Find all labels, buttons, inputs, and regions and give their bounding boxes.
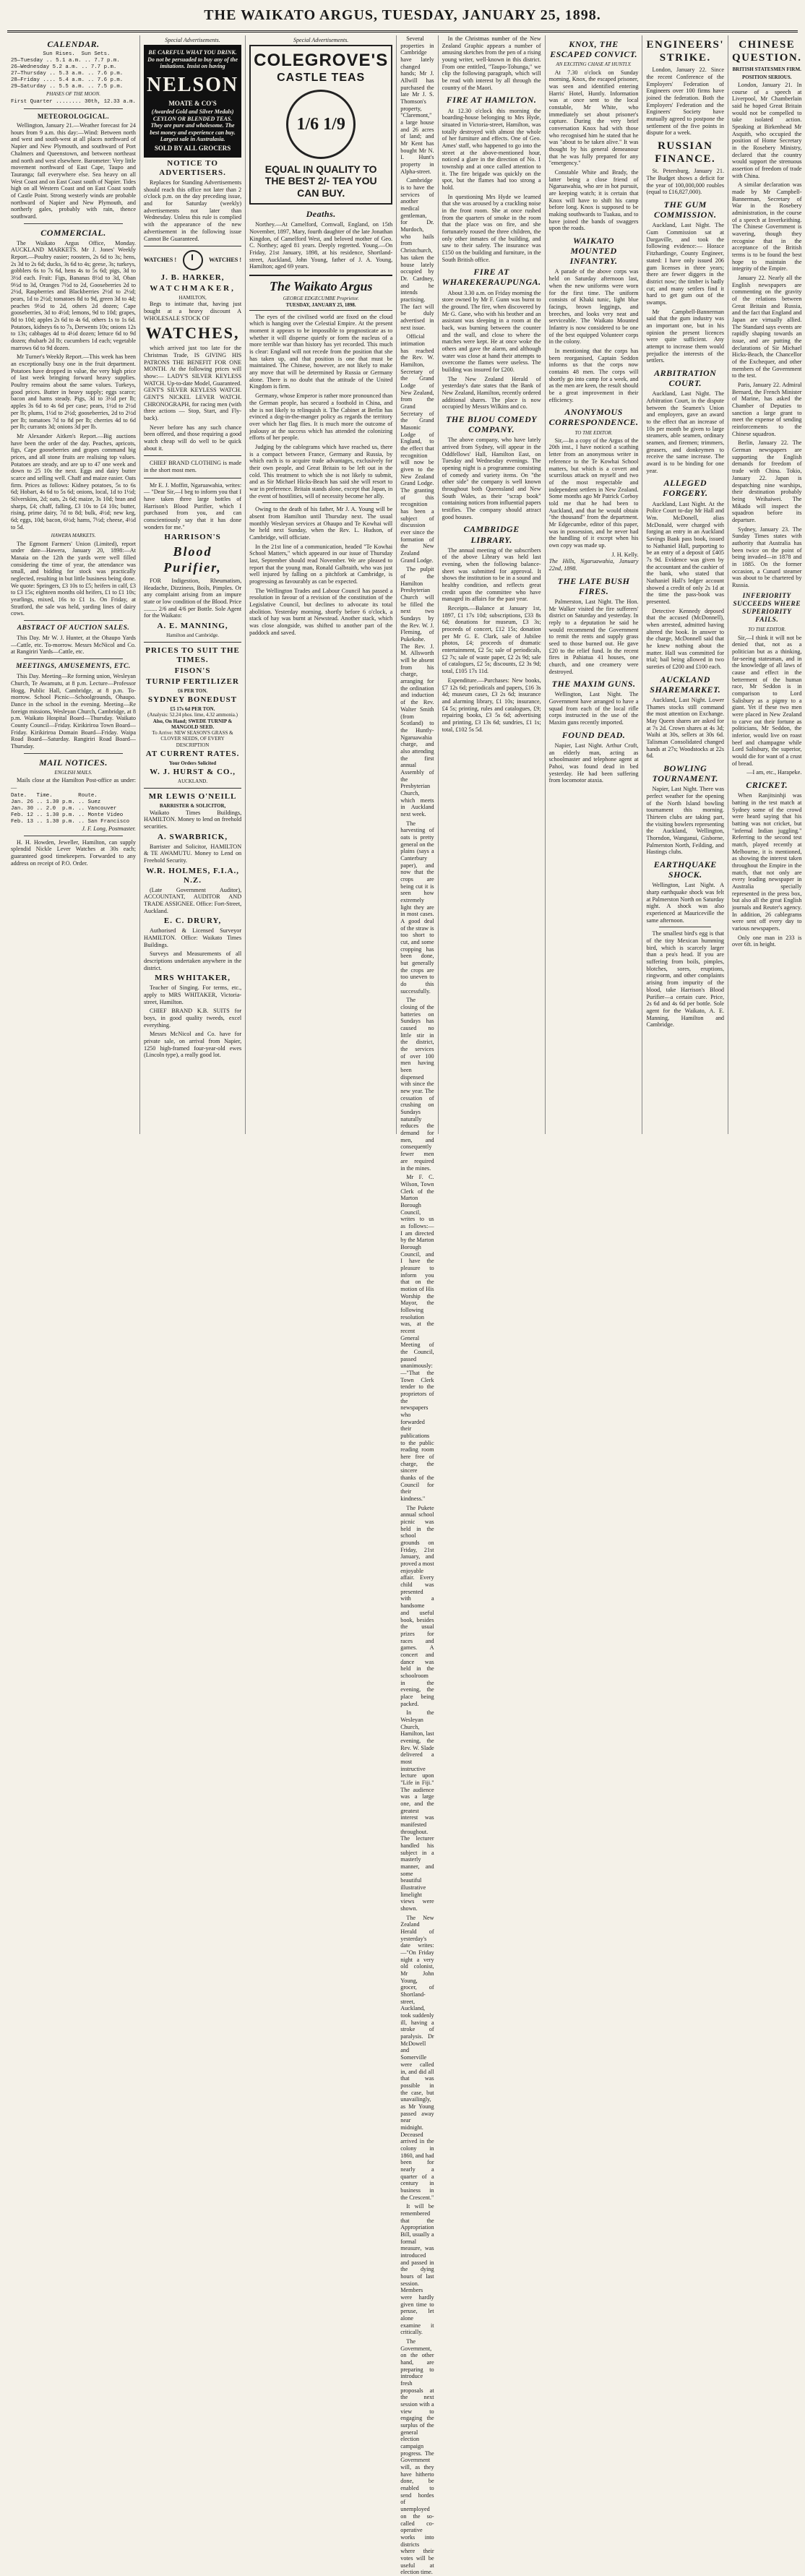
gum-text: Auckland, Last Night. The Gum Commission sat at Dargaville, and took the following evidence:— Horace Fitzhardinge, County Engineer, stated: I have only issued 206 gum licenses in three years; there are fewer diggers in the district now; the timber is badly cut; and many settlers find it hard to get gum out of the swamps. bbox=[646, 222, 725, 306]
swarbrick-text: Barrister and Solicitor, HAMILTON & TE AWAMUTU. Money to Lend on Freehold Security. bbox=[143, 843, 242, 864]
meteorological-heading: METEOROLOGICAL. bbox=[37, 112, 110, 120]
auction-text: This Day. Mr W. J. Hunter, at the Ohaupo Yards—Cattle, etc. To-morrow. Messrs McNicol and Co. at Rangiriri Yards—Cattle, etc. bbox=[11, 635, 136, 656]
harker-text: Begs to intimate that, having just bought at a heavy discount A WHOLESALE STOCK OF bbox=[143, 301, 242, 322]
swarbrick-name: A. SWARBRICK, bbox=[158, 832, 228, 841]
current-rates: AT CURRENT RATES. bbox=[145, 749, 240, 758]
harker-town: HAMILTON, bbox=[178, 295, 207, 301]
calendar-table: Sun Rises. Sun Sets. 25—Tuesday .. 5.1 a.m. .. 7.7 p.m. 26—Wednesday 5.2 a.m. .. 7.7 p.m. 27—Thursday .. 5.3 a.m. .. 7.6 p.m. 28—Friday .... 5.4 a.m. .. 7.6 p.m. 29—Saturday .. 5.5 a.m. .. 7.5 p.m. bbox=[11, 51, 124, 90]
cambridge-library-text: The annual meeting of the subscribers of the above Library was held last evening, when the following balance-sheet was submitted for approval. It shows the institution to be in a sound and healthy condition, and reflects great credit upon the committee who have managed its affairs for the past year. bbox=[442, 546, 541, 603]
fire-wharekeraupunga-heading: FIRE AT WHAREKERAUPUNGA. bbox=[442, 267, 541, 288]
china-text-5: Berlin, January 22. The German newspapers are supporting the English demands for freedom of trade with China. Tokio, January 22. Japan is despatching nine warships, their destination probably being Weihaiwei. The Mikado will inspect the squadron before its departure. bbox=[732, 439, 802, 523]
leader-5: In the 21st line of a communication, headed "Te Kowhai School Matters," which appeared in our issue of Thursday last, September should read November. We are pleased to report that the young man, Ronald Galbraith, who was just well injured by falling on a pitchfork at Cambridge, is progressing as favourably as can be expected. bbox=[249, 543, 393, 585]
news-para-1: Several properties in Cambridge have lately changed hands; Mr J. Allwill has purchased the late Mr J. S. Thomson's property, "Claremont," a large house and 26 acres of land; and Mr Kent has bought Mr N. I. Hunt's property in Alpha-street. bbox=[400, 35, 434, 175]
fison-subheading: TURNIP FERTILIZER bbox=[146, 677, 239, 687]
sharemarket-heading: AUCKLAND SHAREMARKET. bbox=[650, 674, 721, 695]
harrison-text: FOR Indigestion, Rheumatism, Headache, Dizziness, Boils, Pimples. Or any complaint arising from an impure state or low condition of the Blood. Price ......... 2/6 and 4/6 per Bottle. Sole Agent for the Waikato: bbox=[143, 577, 242, 619]
holmes-text: (Late Government Auditor), ACCOUNTANT, AUDITOR AND TRADE ASSIGNEE. Office: Fort-Street, Auckland. bbox=[143, 886, 242, 914]
colegrove-sub: CASTLE TEAS bbox=[277, 71, 366, 84]
news-para-7: Mr F. C. Wilson, Town Clerk of the Marton Borough Council, writes to us as follows:—I am directed by the Marton Borough Council, and I have the pleasure to inform you that on the motion of His Worship the Mayor, the following resolution was, at the recent General Meeting of the Council, passed unanimously:—"That the Town Clerk tender to the proprietors of the newspapers who forwarded their publications to the public reading room here free of charge, the sincere thanks of the Council for their kindness." bbox=[400, 1174, 434, 1503]
drury-text: Authorised & Licensed Surveyor HAMILTON. Office: Waikato Times Buildings. bbox=[143, 927, 242, 948]
oneill-text: Waikato Times Buildings, HAMILTON. Money to lend on freehold securities. bbox=[143, 809, 242, 830]
harker-name: J. B. HARKER, bbox=[160, 273, 225, 283]
maxim-text: Wellington, Last Night. The Government have arranged to have a squad from each of the local rifle corps instructed in the use of the Maxim guns recently imported. bbox=[548, 691, 639, 726]
harrison-product: Blood Purifier, bbox=[163, 544, 222, 575]
commercial-text-3: Mr Alexander Aitken's Report.—Big auctions have been the order of the day. Peaches, apricots, figs, Cape gooseberries and grapes command big prices, and all stone fruits are realising top values. Potatoes are steady, and are up to 47 one week and down to 25 10s the next. Eggs and dairy butter scarce and selling well. Chaff and maize easier. Oats firm. Prices as follows: Kidney potatoes, 5s to 6s 6d; Hobart, 4s 6d to 5s 6d; onions, local, 1d to 1½d; Silverskins, 2d; oats, 2s 6d; maize, 3s 10d; bran and sharps, £4; chaff, falling, £3 10s to £4 10s; butter, rising, prime dairy, 7d to 8d; bulk, 4½d; new keg, 6d; eggs, 10d; bacon, 6½d; hams, 7½d; cheese, 4½d to 5d. bbox=[11, 432, 136, 531]
bijou-heading: THE BIJOU COMEDY COMPANY. bbox=[446, 414, 538, 435]
harker-text-2: which arrived just too late for the Christmas Trade, IS GIVING HIS PATRONS THE BENEFIT FOR ONE MONTH. At the following prices will show:— LADY'S SILVER KEYLESS WATCH. Up-to-date Model, Guaranteed. GENT'S SILVER KEYLESS WATCH. GENT'S NICKEL LEVER WATCH. CHRONOGRAPH, for racing men (with three actions — Stop, Start, and Fly-back). bbox=[143, 345, 242, 422]
nelson-bottom: SOLD BY ALL GROCERS bbox=[154, 144, 231, 152]
forgery-text: Auckland, Last Night. At the Police Court to-day Mr Hall and Wm. McDonell, alias McDonald, were charged with forging an entry in an Auckland Savings Bank pass book, issued to Nathaniel Hall, purporting to be an entry of a deposit of £405 7s 9d. Evidence was given by the accountant and the cashier of the bank, who stated that Nathaniel Hall's ledger account showed a credit of only 2s 1d at the time the pass-book was presented. bbox=[646, 500, 725, 605]
orders-solicited: Your Orders Solicited bbox=[168, 760, 217, 766]
inferiority-signature: —I am, etc., Harapeke. bbox=[746, 769, 802, 776]
hurst-location: AUCKLAND. bbox=[178, 778, 208, 785]
bush-fires-text: Palmerston, Last Night. The Hon. Mr Walker visited the fire sufferers' district on Saturday and yesterday. In reply to a deputation he said he would recommend the Government to remit the rents and supply grass seed to those burned out. He gave £20 to the relief fund. In the recent fires in Pahiatua 41 houses, one church, and one creamery were destroyed. bbox=[548, 598, 639, 675]
cambridge-library-expenditure: Expenditure.—Purchases: New books, £7 12s 6d; periodicals and papers, £16 3s 4d; museum cases, £3 2s 6d; insurance and alarming library, £1 10s; insurance, £4 5s; printing, rules and catalogues, £9; repairing books, £3 5s 6d; advertising and printing, £3 13s 6d; sundries, £1 1s; total, £102 5s 5d. bbox=[442, 677, 541, 733]
inferiority-text: Sir,—I think it will not be denied that, not as a politician but as a thinking, far-seeing statesman, and in the knowledge of all laws of cause and effect in the betterment of the human race, Mr Seddon is in comparison to Lord Salisbury as a pigmy to a giant. Yet if these two men were placed in New Zealand to carve out their fortune as politicians, Mr Seddon, the inferior, would live on roast beef and champagne while Lord Salisbury, the superior, would die for want of a crust of bread. bbox=[732, 634, 802, 767]
mounted-infantry-heading: WAIKATO MOUNTED INFANTRY. bbox=[569, 236, 618, 267]
news-para-5: The harvesting of oats is pretty general on the plains (says a Canterbury paper), and now that the crops are being cut it is seen how extremely light they are in most cases. A good deal of the straw is too short to cut, and some cropping has been done, but generally the crops are too uneven to do this successfully. bbox=[400, 820, 434, 995]
fire-hamilton-heading: FIRE AT HAMILTON. bbox=[446, 95, 537, 106]
china-subheading-2: POSITION SERIOUS. bbox=[742, 74, 792, 80]
china-text-4: Paris, January 22. Admiral Bernard, the French Minister of Marine, has asked the Chamber of Deputies to sanction a large grant to meet the expense of sending reinforcements to the Chinese squadron. bbox=[732, 382, 802, 437]
news-para-2: Cambridge is to have the services of another medical gentleman, for Dr. Murdoch, who hails from Christchurch, has taken the house lately occupied by Dr. Cardney, and he intends practising. The fact will be duly advertised in next issue. bbox=[400, 177, 434, 331]
oneill-title: BARRISTER & SOLICITOR, bbox=[159, 803, 226, 810]
commercial-text: The Waikato Argus Office, Monday. AUCKLAND MARKETS. Mr J. Jones' Weekly Report.—Poultry easier; roosters, 2s 6d to 3s; hens, 2s 3d to 2s 6d; ducks, 3s 6d to 4s; geese, 3s; turkeys, gobblers 6s to 7s 6d, hens 4s to 5s 6d; pigs, 3d to 3½d each. Fruit: Figs, Bananas 8½d to 3d, Oban 9½d to 3d, Oranges 7½d to 2d, Gooseberries 2d to 2½d, Raspberries and Blackberries 2½d to 2½d; pears, 1d to 2½d; tomatoes 8d to 9d, green 3d to 4d; peaches 9½d to 2d, others 2d dozen; Cape gooseberries, 3d to 4½d; lemons, 9d to 10d; grapes, 8d to 10d; apples 2s 6d to 4s 6d, others 1s to 1s 6d. Potatoes, kidneys 6s to 7s, Derwents 10s; onions 12s to 13s; cabbages 4d to 4½d dozen; lettuce 6d to 9d dozen; rhubarb 2d lb; cucumbers 1d each; vegetable marrows 6d to 9d dozen. bbox=[11, 239, 136, 351]
bowling-heading: BOWLING TOURNAMENT. bbox=[652, 763, 718, 784]
chief-brand-suits: CHIEF BRAND K.B. SUITS for boys, in good quality tweeds, excel everything. bbox=[143, 1008, 242, 1029]
on-hand: Also, On Hand; SWEDE TURNIP & MANGOLD SEED. bbox=[152, 718, 233, 730]
moon-row: First Quarter ........ 30th, 12.33 a.m. bbox=[11, 98, 136, 105]
column-1 bbox=[7, 35, 140, 1134]
strike-heading: ENGINEERS' STRIKE. bbox=[646, 39, 725, 64]
holmes-name: W.R. HOLMES, F.I.A., N.Z. bbox=[146, 866, 240, 885]
masthead: THE WAIKATO ARGUS, TUESDAY, JANUARY 25, 1898. bbox=[7, 4, 798, 33]
mounted-infantry-text-2: In mentioning that the corps has been reorganised, Captain Seddon informs us that the corps now contains 48 men. The corps will shortly go into camp for a week, and as the men are keen, the result should be a great improvement in their efficiency. bbox=[548, 347, 639, 403]
drury-note: Surveys and Measurements of all descriptions undertaken anywhere in the district. bbox=[143, 950, 242, 971]
colegrove-ad bbox=[249, 45, 392, 205]
mail-subheading: ENGLISH MAILS. bbox=[54, 769, 92, 776]
found-dead-heading: FOUND DEAD. bbox=[561, 729, 626, 740]
mail-table: Date. Time. Route. Jan. 26 .. 1.30 p.m. .. Suez Jan. 30 .. 2.0 p.m. .. Vancouver Feb. 12 .. 1.30 p.m. .. Monte Video Feb. 13 .. 1.30 p.m. .. San Francisco bbox=[11, 793, 130, 825]
special-ads-header-2: Special Advertisements. bbox=[293, 37, 349, 43]
meteorological-text: Wellington, January 21.—Weather forecast for 24 hours from 9 a.m. this day:—Wind: Between north and west and south-west at all places northward of Napier and New Plymouth, and southward of Port Chalmers and Queenstown, and between northeast and north and west elsewhere. Barometer: Very little movement northward of East Cape, Taupo and Tauranga; fall everywhere else. Sea heavy on all West Coast and on East Coast south of Napier. Tides high on all Western Coast and on East Coast south of Castle Point. Strong westerly winds are probable northward of Napier and New Plymouth, and northerly gales, probably with rain, thence southward. bbox=[11, 122, 136, 220]
cricket-heading: CRICKET. bbox=[746, 780, 788, 791]
paper-date: TUESDAY, JANUARY 25, 1898. bbox=[249, 302, 392, 311]
arbitration-text: Auckland, Last Night. The Arbitration Court, in the dispute between the Seamen's Union and employers, gave an award to the effect that an increase of 10s per month be given to large steamers, able seamen, ordinary seamen, and firemen; trimmers, greasers, and donkeymen to receive the same increase. The award is to be binding for one year. bbox=[646, 390, 725, 474]
news-para-9: In the Wesleyan Church, Hamilton, last evening, the Rev. W. Slade delivered a most instructive lecture upon "Life in Fiji." The audience was a large one, and the greatest interest was manifested throughout. The lecturer handled his subject in a masterly manner, and some beautiful illustrative limelight views were shown. bbox=[400, 1709, 434, 1912]
anonymous-date: The Hills, Ngaruawahia, January 22nd, 1898. bbox=[548, 558, 639, 572]
found-dead-text: Napier, Last Night. Arthur Croft, an elderly man, acting as schoolmaster and telephone agent at Pahoi, was found dead in bed yesterday. He had been suffering from locomotor ataxia. bbox=[548, 742, 639, 784]
anonymous-subheading: TO THE EDITOR. bbox=[574, 429, 613, 436]
to-arrive: To Arrive: NEW SEASON'S GRASS & CLOVER SEEDS, OF EVERY DESCRIPTION bbox=[152, 730, 233, 748]
china-subheading: BRITISH STATESMEN FIRM. bbox=[732, 66, 801, 73]
watch-icon bbox=[183, 250, 203, 270]
fire-hamilton-text-2: In questioning Mrs Hyde we learned that she was aroused by a crackling noise in the front room. She at once rushed from the quarters of smoke in the room that the place was on fire, and she fortunately roused the three children, the only other inmates of the building, and saw to their safety. The insurance was £150 on the building and furniture, in the South British office. bbox=[442, 193, 541, 263]
sharemarket-text: Auckland, Last Night. Lower Thames stocks still command the most attention on Exchange. May Queen shares are asked for at 7s 2d. Crown shares at 4s 3d; Waihi at 30s, sellers at 30s 6d. Talisman Consolidated changed hands at 27s; Woodstocks at 22s 6d. bbox=[646, 697, 725, 760]
height-fact: Only one man in 233 is over 6ft. in height. bbox=[732, 934, 802, 948]
mounted-infantry-text: A parade of the above corps was held on Saturday afternoon last, when the new uniforms were worn for the first time. The uniform consists of Khaki tunic, light blue facings, brown leggings, and breeches, and looks very neat and serviceable. The Waikato Mounted Infantry is now considered to be one of the best equipped Volunteer corps in the colony. bbox=[548, 268, 639, 345]
harker-trade: WATCHMAKER, bbox=[150, 284, 236, 293]
moffitt-testimonial: Mr E. J. Moffitt, Ngaruawahia, writes:— "Dear Sir,—I beg to inform you that I have taken three large bottles of Harrison's Blood Purifier, which I purchased from you, and can conscientiously say that it has done wonders for me." bbox=[143, 481, 242, 531]
knox-text: At 7.30 o'clock on Sunday morning, Knox, the escaped prisoner, was seen and identified entering Harris' Hotel, Huntly. Information was at once sent to the local constable, Mr White, who immediately set about prisoner's capture. During the very brief conversation Knox had with those who recognised him he stated that he was "about to be taken alive." It was thought by his general demeanour that he was fully prepared for any "emergency." bbox=[548, 69, 639, 167]
fison-price: £6 PER TON. bbox=[177, 688, 208, 695]
mail-heading: MAIL NOTICES. bbox=[39, 757, 108, 768]
harker-note: Never before has any such chance been offered, and those requiring a good watch cheap will do well to be quick about it. bbox=[143, 424, 242, 452]
nelson-tagline: (Awarded Gold and Silver Medals) CEYLON OR BLENDED TEAS. They are pure and wholesome. The best money and experience can buy. Largest sale in Australasia. bbox=[150, 108, 236, 143]
notice-text: Replaces for Standing Advertisements should reach this office not later than 2 o'clock p.m. on the day preceding issue, and for Saturday (weekly) advertisements not later than Wednesday. Unless this rule is complied with the appearance of the new advertisement in the following issue Cannot Be Guaranteed. bbox=[143, 179, 242, 242]
hawera-heading: HAWERA MARKETS. bbox=[51, 533, 96, 539]
news-para-11: It will be remembered that the Appropriation Bill, usually a formal measure, was introduced and passed in the dying hours of last session. Members were hardly given time to peruse, let alone examine it critically. bbox=[400, 2203, 434, 2336]
news-para-12: The Government, on the other hand, are preparing to introduce fresh proposals at the next session with a view to engaging the surplus of the general election campaign progress. The Government will, as they have hitherto done, be enabled to send hordes of unemployed on the so-called co-operative works into districts where their votes will be useful at election time. bbox=[400, 2338, 434, 2576]
anonymous-heading: ANONYMOUS CORRESPONDENCE. bbox=[548, 407, 639, 428]
news-para-10: The New Zealand Herald of yesterday's date writes:—"On Friday night a very old colonist, Mr John Young, grocer, of Shortland-street, Auckland, took suddenly ill, having a stroke of paralysis. Dr McDowell and Somerville were called in, and did all that was possible in the case, but unavailingly, as Mr Young passed away near midnight. Deceased arrived in the colony in 1860, and had been for nearly a quarter of a century in business in the Crescent." bbox=[400, 1914, 434, 2201]
cricket-text: When Ranjitsinhji was batting in the test match at Sydney some of the crowd were heard saying that his batting was not cricket, but "infernal Indian juggling." Referring to the second test match, played recently at Melbourne, it is mentioned, as showing the interest taken throughout the Empire in the match, that not only are every leading newspaper in Australia specially represented in the press box, but also all the great English journals and Reuter's agency. In addition, 26 cablegrams were sent off every day to various newspapers. bbox=[732, 792, 802, 932]
whitaker-name: MRS WHITAKER, bbox=[155, 974, 231, 983]
china-heading: CHINESE QUESTION. bbox=[732, 39, 802, 64]
paper-title: The Waikato Argus bbox=[249, 275, 392, 294]
watches-heading: WATCHES, bbox=[145, 324, 240, 343]
deaths-heading: Deaths. bbox=[306, 209, 336, 220]
column-6 bbox=[546, 35, 643, 1134]
special-ads-header: Special Advertisements. bbox=[165, 37, 220, 43]
leader-1: The eyes of the civilised world are fixed on the cloud which is hanging over the Celestial Empire. At the present moment it appears to be impossible to prognosticate as to whether it will disperse quietly or form the nucleus of a more terrible war than history has yet recorded. This much is clear: England will not recede from the position that she has taken up, and that position is one that must be maintained. The Chinese, however, are not likely to make any move that will be determined by Russia or Germany alone. There is no doubt that the attitude of the United Kingdom is firm. bbox=[249, 313, 393, 390]
forgery-heading: ALLEGED FORGERY. bbox=[662, 478, 708, 499]
sydney-price: £5 17s 6d PER TON. bbox=[170, 706, 215, 713]
nelson-brand-sub: MOATE & CO'S bbox=[168, 99, 217, 107]
hawera-text: The Egmont Farmers' Union (Limited), report under date—Hawera, January 20, 1898:—At Manaia on the 12th the yards were well filled considering the time of year, the attendance was small, and bidding for stock was practically neglected, resulting in but little business being done. We quote: Springers, £3 10s to £5; heifers in calf, £3 to £3 15s; eighteen months old heifers, £1 to £1 10s; yearlings, mixed, 16s to £1 1s. On Friday, at Stratford, the sale was held, yarding lines of dairy cows. bbox=[11, 540, 136, 617]
sydney-bonedust: SYDNEY BONEDUST bbox=[148, 695, 238, 705]
colegrove-claim: EQUAL IN QUALITY TO THE BEST 2/- TEA YOU CAN BUY. bbox=[264, 163, 377, 199]
inferiority-subheading: TO THE EDITOR. bbox=[748, 627, 786, 633]
harrison-reading-ad: The smallest bird's egg is that of the tiny Mexican humming bird, which is scarcely larger than a pea's head. If you are suffering from boils, pimples, blotches, sores, eruptions, ringworm, and other complaints arising from impurity of the blood, take Harrison's Blood Purifier—a certain cure. Price, 2s 6d and 4s 6d per bottle. Sole agent for the Waikato, A. E. Manning, Hamilton and Cambridge. bbox=[646, 930, 725, 1029]
leader-2: Germany, whose Emperor is rather more pronounced than the German people, has secured a foothold in China, and she is not likely to relinquish it. The Cabinet at Berlin has evinced a dog-in-the-manger policy as regards the territory over which her flag flies. It is much more the outcome of jealousy at the success which has attended the colonizing efforts of her people. bbox=[249, 392, 393, 442]
column-5 bbox=[439, 35, 546, 1134]
knox-text-2: Constable White and Brady, the latter being a close friend of Ngaruawahia, who are in hot pursuit, are keeping watch; it is certain that Knox will have to shift his camp before long. Knox is supposed to be making southwards to Tuakau, and to have joined the bands of swaggers upon the roads. bbox=[548, 168, 639, 232]
drury-name: E. C. DRURY, bbox=[163, 916, 222, 926]
mail-text: Mails close at the Hamilton Post-office as under:— bbox=[11, 777, 136, 791]
meetings-heading: MEETINGS, AMUSEMENTS, ETC. bbox=[16, 663, 131, 671]
commercial-heading: COMMERCIAL. bbox=[40, 227, 106, 238]
china-text-6: Sydney, January 23. The Sunday Times states with authority that Australia has been twice on the point of being invaded—in 1878 and in 1885. On the former occasion, a Cunard steamer was about to be chartered by Russia. bbox=[732, 525, 802, 588]
china-text: London, January 21. In course of a speech at Liverpool, Mr Chamberlain said he hoped Great Britain would not be compelled to take isolated action. Speaking at Birkenhead Mr Asquith, who occupied the position of Home Secretary in the Rosebery Ministry, declared that the country would support the strenuous assertion of freedom of trade with China. bbox=[732, 81, 802, 179]
watches-right-label: WATCHES ! bbox=[209, 257, 242, 264]
fire-hamilton-text: At 12.30 o'clock this morning the boarding-house belonging to Mrs Hyde, situated in Victoria-street, Hamilton, was totally destroyed with almost the whole of her furniture and effects. One of Geo. Ames' staff, who happened to go into the street at the above-mentioned hour, noticed a glare in the direction of No. 1 township and at once called attention to it. The fire brigade was quickly on the spot, but the flames had too strong a hold. bbox=[442, 107, 541, 191]
prices-banner: PRICES TO SUIT THE TIMES. bbox=[145, 646, 240, 665]
news-para-3: Official intimation has reached the Rev. W. Hamilton, Secretary of the Grand Lodge of New Zealand, from the Grand Secretary of the Grand Masonic Lodge of England, to the effect that recognition will now be given to the New Zealand Grand Lodge. The granting of this recognition has been a subject of discussion ever since the formation of the New Zealand Grand Lodge. bbox=[400, 333, 434, 564]
china-text-3: January 22. Nearly all the English newspapers are commenting on the gravity of the relations between Great Britain and Russia, and the fact that England and Japan are virtually allied. The Standard says events are rapidly shaping towards an issue, and are putting the declarations of Sir Michael Hicks-Beach, the Chancellor of the Exchequer, and other members of the Government to the test. bbox=[732, 275, 802, 379]
anonymous-text: Sir,—In a copy of the Argus of the 20th inst., I have noticed a scathing letter from an anonymous writer in reference to the Te Kowhai School matters, but which is a covert and scurrilous attack on myself and two of the most respectable and independent settlers in New Zealand. Some months ago Mr Patrick Corboy told me that he had been to Auckland, and that he would obtain "the thousand" from the department. Mr Edgecumbe, editor of this paper, was in possession, and he never had the handling of it except when his own copy was made up. bbox=[548, 437, 639, 549]
earthquake-heading: EARTHQUAKE SHOCK. bbox=[653, 859, 717, 880]
knox-subheading: AN EXCITING CHASE AT HUNTLY. bbox=[556, 61, 632, 68]
china-text-2: A similar declaration was made by Mr Campbell-Bannerman, Secretary of War in the Rosebery administration, in the course of a speech at Inverkeithing. The Chinese Government is wavering, though they recognise that in the acceptance of the British terms is to be found the best hope to maintain the integrity of the Empire. bbox=[732, 181, 802, 272]
cambridge-library-heading: CAMBRIDGE LIBRARY. bbox=[463, 524, 520, 545]
finance-text: St. Petersburg, January 21. The Budget shows a deficit for the year of 100,000,000 roubles (equal to £16,827,000). bbox=[646, 168, 725, 196]
paper-proprietor: GEORGE EDGECUMBE Proprietor. bbox=[283, 296, 359, 302]
knox-heading: KNOX, THE ESCAPED CONVICT. bbox=[550, 39, 638, 60]
colegrove-title: COLEGROVE'S bbox=[254, 51, 389, 71]
cambridge-library-receipts: Receipts.—Balance at January 1st, 1897, £1 17s 10d; subscriptions, £33 8s 6d; donations for museum, £3 3s; proceeds of concert, £12 15s; donation per Mr G. E. Clark, sale of Jubilee photos, £4; proceeds of dramatic entertainment, £2 5s; sale of periodicals, £2 7s; sale of waste paper, £2 2s 9d; sale of catalogues, £2 5s; discounts, £2 3s 9d; total, £105 17s 11d. bbox=[442, 605, 541, 675]
column-7 bbox=[642, 35, 728, 1134]
column-8 bbox=[728, 35, 805, 1134]
columns bbox=[7, 35, 802, 2576]
commercial-text-2: Mr Turner's Weekly Report.—This week has been an exceptionally busy one in the fruit department. Potatoes have dropped in value, the very high price of last week bringing forward heavy supplies. Poultry remains about the same values. Turkeys, good prices. Butter in heavy supply; eggs scarce; bacon and hams steady. Pigs, 3d to 3½d per lb; apples 3s 6d to 4s 6d per case; pears, 1½d to 2½d per lb; plums, 1½d to 2½d; gooseberries, 2d to 2½d per lb; tomatoes 7d to 8d per lb; cherries 4d to 6d per lb; currants 3d; onions 3d per lb. bbox=[11, 353, 136, 431]
maxim-heading: THE MAXIM GUNS. bbox=[551, 679, 636, 690]
meetings-text: This Day. Meeting—Re forming union, Wesleyan Church, Te Awamutu, at 8 p.m. Lecture—Professor Hogg, Public Hall, Cambridge, at 8 p.m. To-morrow. School Picnic—Schoolgrounds, Ohaupo. Dance in the school in the evening. Meeting—Re foreign missions, Wesleyan Church, Cambridge, at 8 p.m. Waikato Hospital Board—Thursday. Waikato County Council—Friday. Kirikiriroa Town Board—Friday. Kirikiriroa Domain Board—Friday. Waipa Road Board—Saturday. Rangiriri Road Board—Thursday. bbox=[11, 673, 136, 750]
news-para-8: The Pukete annual school picnic was held in the school grounds on Friday, 21st January, and proved a most enjoyable affair. Every child was presented with a handsome and useful book, besides the usual prizes for races and games. A concert and dance was held in the schoolroom in the evening, the place being packed. bbox=[400, 1504, 434, 1707]
sydney-analysis: (Analysis: 52.24 phos. lime, 4.32 ammonia.) bbox=[147, 712, 238, 718]
news-para-6: The closing of the batteries on Sundays has caused no little stir in the district, the services of over 100 men having been dispensed with since the new year. The cessation of crushing on Sundays naturally reduces the demand for men, and consequently fewer men are required in the mines. bbox=[400, 997, 434, 1172]
manning-location: Hamilton and Cambridge. bbox=[166, 632, 220, 638]
moon-heading: PHASES OF THE MOON. bbox=[46, 91, 101, 98]
nelson-tea-ad bbox=[144, 45, 241, 158]
fire-wharekeraupunga-text-2: The New Zealand Herald of yesterday's date states that the Bank of New Zealand, Hamilton, recently ordered additional shares. The place is now occupied by Messrs Wilkins and co. bbox=[442, 375, 541, 411]
howden-ad: H. H. Howden, Jeweller, Hamilton, can supply splendid Nickle Lever Watches at 30s each; guaranteed good timekeepers. Forwarded to any address on receipt of P.O. Order. bbox=[11, 838, 136, 867]
harrison-heading: HARRISON'S bbox=[164, 533, 221, 542]
arbitration-heading: ARBITRATION COURT. bbox=[654, 367, 717, 389]
nelson-top-text: BE CAREFUL WHAT YOU DRINK. Do not be persuaded to buy any of the imitations. Insist on having bbox=[147, 49, 238, 70]
anonymous-signature: J. H. Kelly. bbox=[611, 551, 639, 558]
column-4 bbox=[397, 35, 438, 2576]
forgery-text-2: Detective Kennedy deposed that the accused (McDonnell), when arrested, admitted having altered the book. In answer to the charge, McDonnell said that he knew nothing about the matter. Hall was committed for trial; bail being allowed in two sureties of £200 and £100 each. bbox=[646, 607, 725, 671]
watches-left-label: WATCHES ! bbox=[143, 257, 177, 264]
earthquake-text: Wellington, Last Night. A sharp earthquake shock was felt at Palmerston North on Saturday night. A shock was also experienced at Mauriceville the same afternoon. bbox=[646, 882, 725, 924]
leader-4: Owing to the death of his father, Mr J. A. Young will be absent from Hamilton until Thursday next. The usual monthly Wesleyan services at Ohaupo and Te Kowhai will be held next Sunday, when the Rev. L. Hudson, of Cambridge, will officiate. bbox=[249, 506, 393, 541]
manning-name: A. E. MANNING, bbox=[157, 621, 228, 630]
graphic-para: In the Christmas number of the New Zealand Graphic appears a number of amusing sketches from the pen of a rising young writer, well-known in this district. From one entitled, "Taupo-Tohunga," we clip the following paragraph, which will be read with interest by all through the country of the Maori. bbox=[442, 35, 541, 91]
hurst-name: W. J. HURST & CO., bbox=[150, 768, 236, 777]
column-2 bbox=[140, 35, 246, 1134]
gum-text-2: Mr Campbell-Bannerman said that the gum industry was an important one, but in his opinion the present licences were quite sufficient. Any attempt to increase them would prejudice the interests of the settlers. bbox=[646, 308, 725, 364]
gum-heading: THE GUM COMMISSION. bbox=[653, 199, 717, 220]
mcnicol-ad: Messrs McNicol and Co. have for private sale, on arrival from Napier, 1250 high-framed four-year-old ewes (Lincoln type), a really good lot. bbox=[143, 1031, 242, 1059]
colegrove-price: 1/6 1/9 bbox=[286, 90, 356, 159]
watches-banner bbox=[144, 250, 241, 270]
calendar-heading: CALENDAR. bbox=[47, 39, 100, 49]
fire-wharekeraupunga-text: About 3.30 a.m. on Friday morning the store owned by Mr F. Gunn was burnt to the ground. The fire, when discovered by Mr G. Gane, who with his brother and an assistant was sleeping in a room at the back, was burning between the counter and the wall, and close to where the matches were kept. He at once woke the others and gave the alarm, and although water was close at hand their attempts to overcome the flames were useless. The building was insured for £200. bbox=[442, 289, 541, 374]
deaths-text: Northey.—At Camelford, Cornwall, England, on 15th November, 1897, Mary, fourth daughter of the late Jonathan Kingdon, of Camelford West, and beloved mother of Geo. C. Northey; aged 81 years. Deeply regretted. Young.—On Friday, 21st January, 1898, at his residence, Shortland-street, Auckland, John Young, father of J. A. Young, Hamilton; aged 69 years. bbox=[249, 221, 393, 270]
leader-3: Judging by the cablegrams which have reached us, there is a compact between France, Germany and Russia, by which each is to acquire trade advantages, exclusively for their own people, and Great Britain to be left out in the cold. This treatment to which she is not likely to submit, and as Sir Michael Hicks-Beach has said she will resort to war in preference. Britain stands alone, except that Japan, in the event of hostilities, will of necessity become her ally. bbox=[249, 443, 393, 499]
mail-signature: J. F. Long, Postmaster. bbox=[82, 825, 136, 832]
bowling-text: Napier, Last Night. There was perfect weather for the opening of the North Island bowling tournament this morning. Thirteen clubs are taking part, the visiting bowlers representing the Auckland, Wellington, Thorndon, Wanganui, Gisborne, Palmerston North, Feilding, and Hastings clubs. bbox=[646, 786, 725, 856]
bush-fires-heading: THE LATE BUSH FIRES. bbox=[557, 575, 630, 596]
inferiority-heading: INFERIORITY SUCCEEDS WHERE SUPERIORITY FAILS. bbox=[733, 592, 801, 624]
chief-brand-ad: CHIEF BRAND CLOTHING is made in the short most men. bbox=[143, 460, 242, 474]
news-para-4: The pulpit of the Hamilton Presbyterian Church will be filled the next two Sundays by the Rev. W. J. Fleming, of Pukekohe. The Rev. J. M. Allsworth will be absent from his charge, arranging for the ordination and induction of the Rev. Walter Smith (from Scotland) to the Huntly-Ngaruawahia charge, and also attending the first annual Assembly of the Presbyterian Church, which meets in Auckland next week. bbox=[400, 566, 434, 817]
strike-text: London, January 22. Since the recent Conference of the Employers' Federation of Engineers over 100 firms have joined the federation. Both the Employers' Federation and the Engineers' Society have mutually agreed to postpone the settlement of the five points in dispute for a week. bbox=[646, 66, 725, 137]
finance-heading: RUSSIAN FINANCE. bbox=[655, 140, 716, 165]
auction-heading: ABSTRACT OF AUCTION SALES. bbox=[17, 624, 130, 632]
whitaker-text: Teacher of Singing. For terms, etc., apply to MRS WHITAKER, Victoria-street, Hamilton. bbox=[143, 984, 242, 1005]
oneill-name: MR LEWIS O'NEILL bbox=[148, 792, 237, 802]
bijou-text: The above company, who have lately arrived from Sydney, will appear in the Oddfellows' Hall, Hamilton East, on Tuesday and Wednesday evenings. The opening night is a programme consisting of comedy and variety items. On "the other side" the company is well known throughout both Queensland and New South Wales, as their "scrap book" containing notices from influential papers testifies. The company should attract good houses. bbox=[442, 437, 541, 520]
notice-heading: NOTICE TO ADVERTISERS. bbox=[159, 159, 226, 178]
column-3 bbox=[246, 35, 397, 1134]
nelson-brand: NELSON bbox=[146, 73, 239, 96]
leader-6: The Wellington Trades and Labour Council has passed a resolution in favour of a revision of the constitution of the Legislative Council, but declines to advocate its total abolition. Yesterday morning, shortly before 6 o'clock, a stack of hay was burnt at Newstead. Another stack, which was close alongside, was shifted to another part of the paddock and saved. bbox=[249, 587, 393, 636]
fison-heading: FISON'S bbox=[174, 666, 211, 676]
